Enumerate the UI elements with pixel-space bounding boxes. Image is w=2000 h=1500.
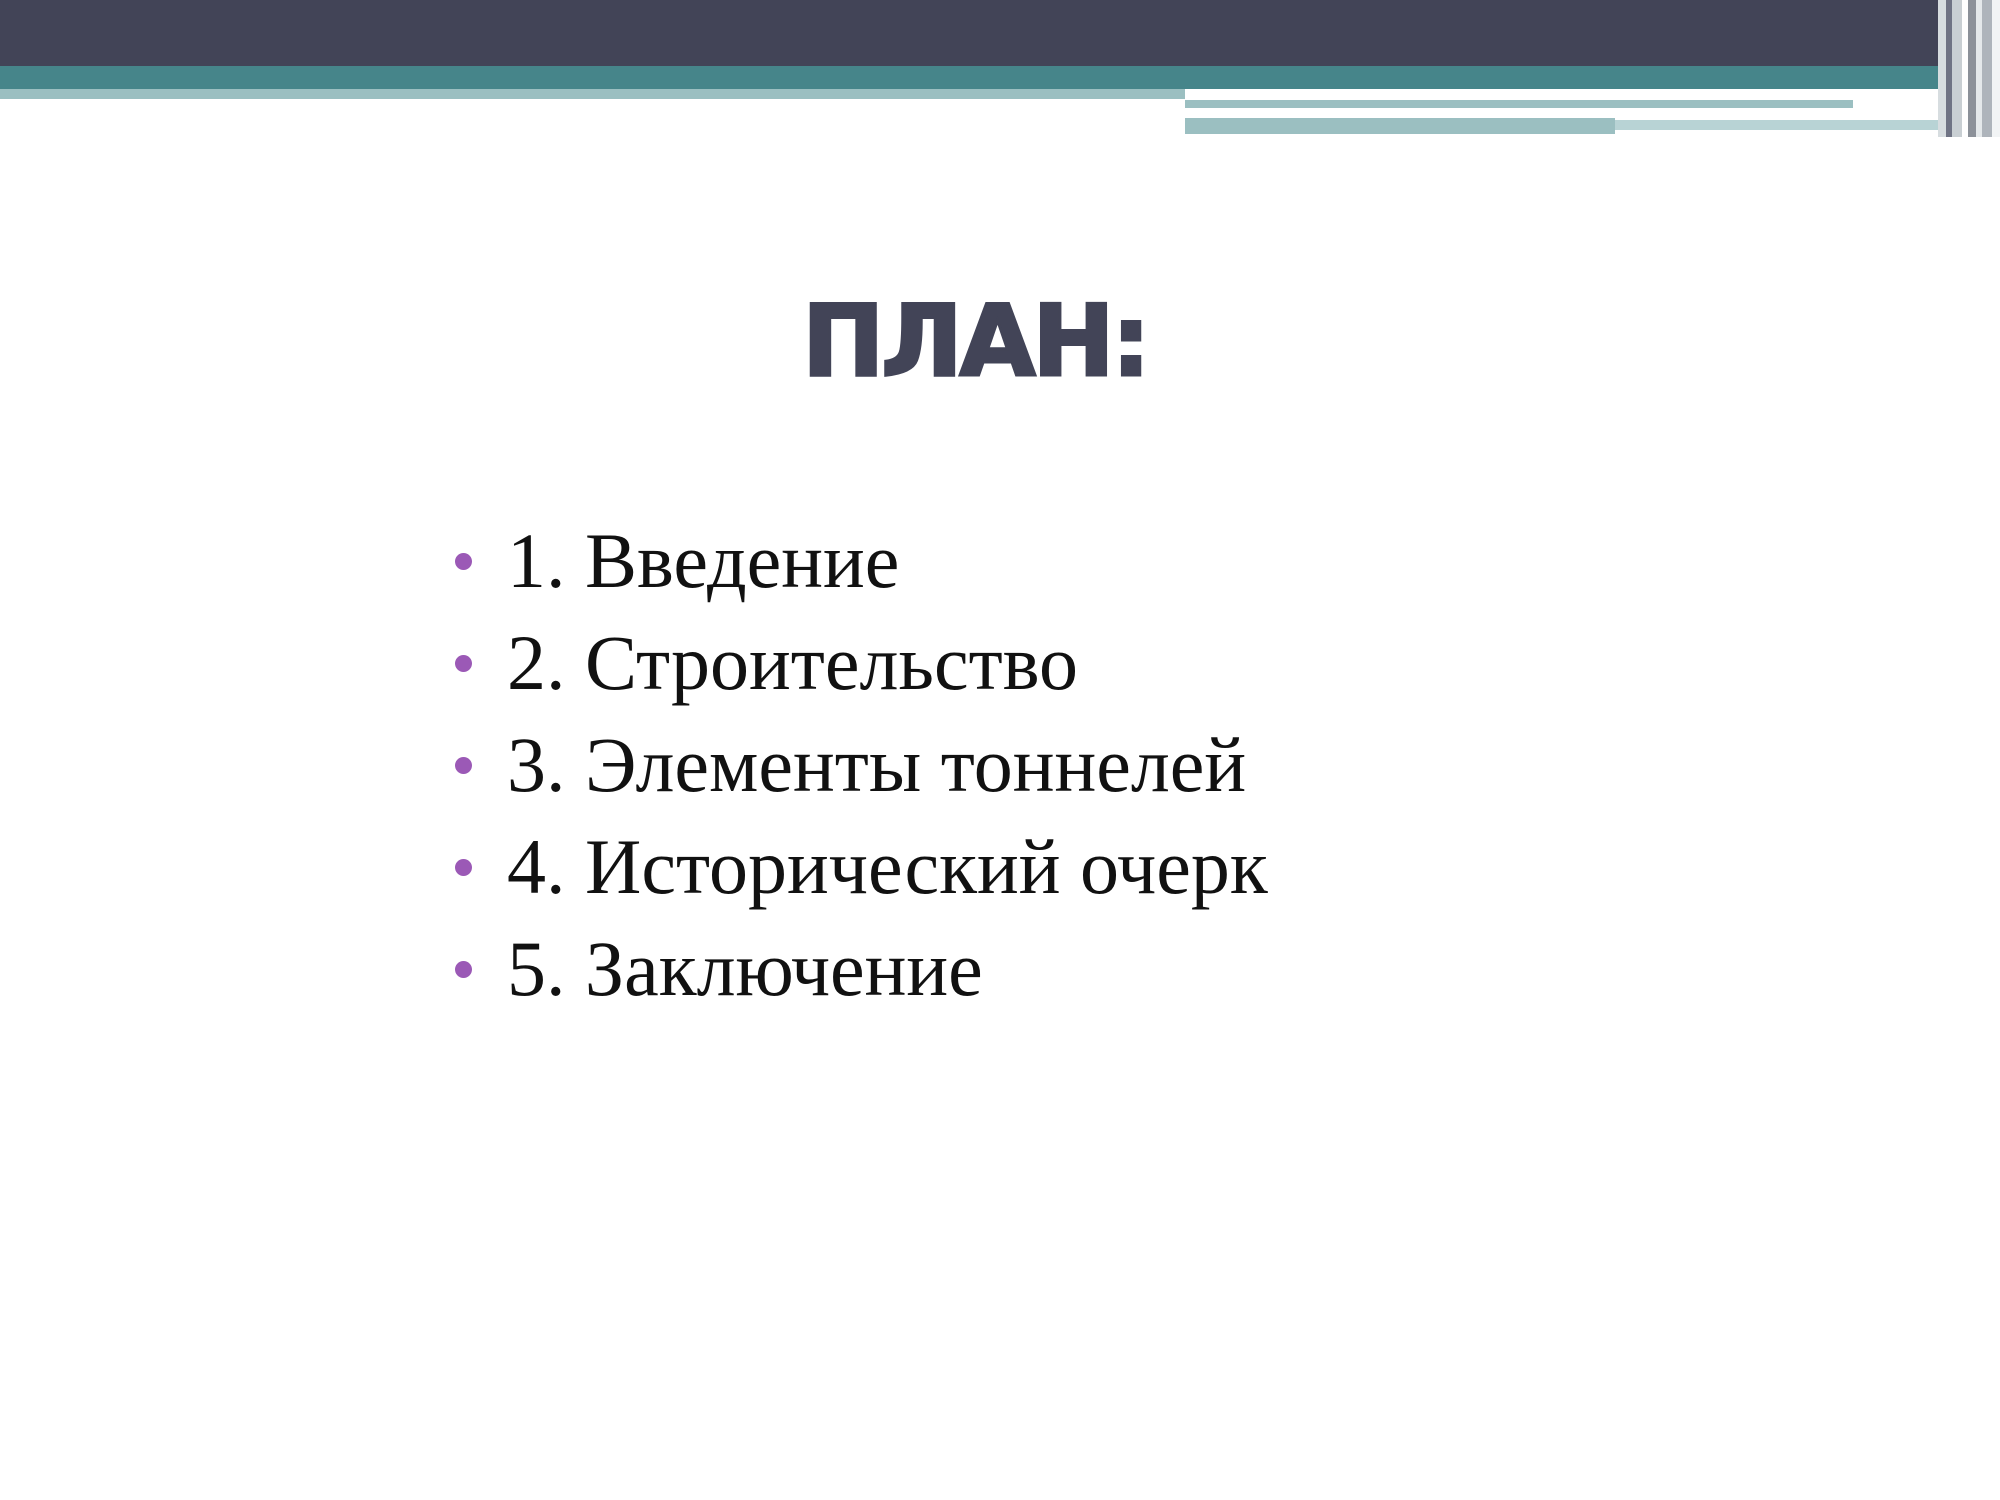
list-item-label: 4. Исторический очерк: [507, 823, 1268, 910]
bullet-icon: [455, 757, 472, 774]
list-item-label: 3. Элементы тоннелей: [507, 721, 1247, 808]
slide-title: ПЛАН:: [802, 285, 1148, 399]
list-item-label: 2. Строительство: [507, 619, 1078, 706]
header-band-teal: [0, 66, 2000, 89]
header-accent-bar-light: [1615, 120, 1965, 130]
header-edge-stripes: [1938, 0, 2000, 137]
list-item-label: 1. Введение: [507, 517, 900, 604]
bullet-icon: [455, 961, 472, 978]
header-accent-line: [1185, 100, 1853, 108]
bullet-icon: [455, 655, 472, 672]
bullet-icon: [455, 859, 472, 876]
header-accent-bar: [1185, 118, 1615, 134]
bullet-icon: [455, 553, 472, 570]
header-band-light: [0, 89, 1185, 99]
header-band-dark: [0, 0, 2000, 66]
list-item-label: 5. Заключение: [507, 925, 983, 1012]
